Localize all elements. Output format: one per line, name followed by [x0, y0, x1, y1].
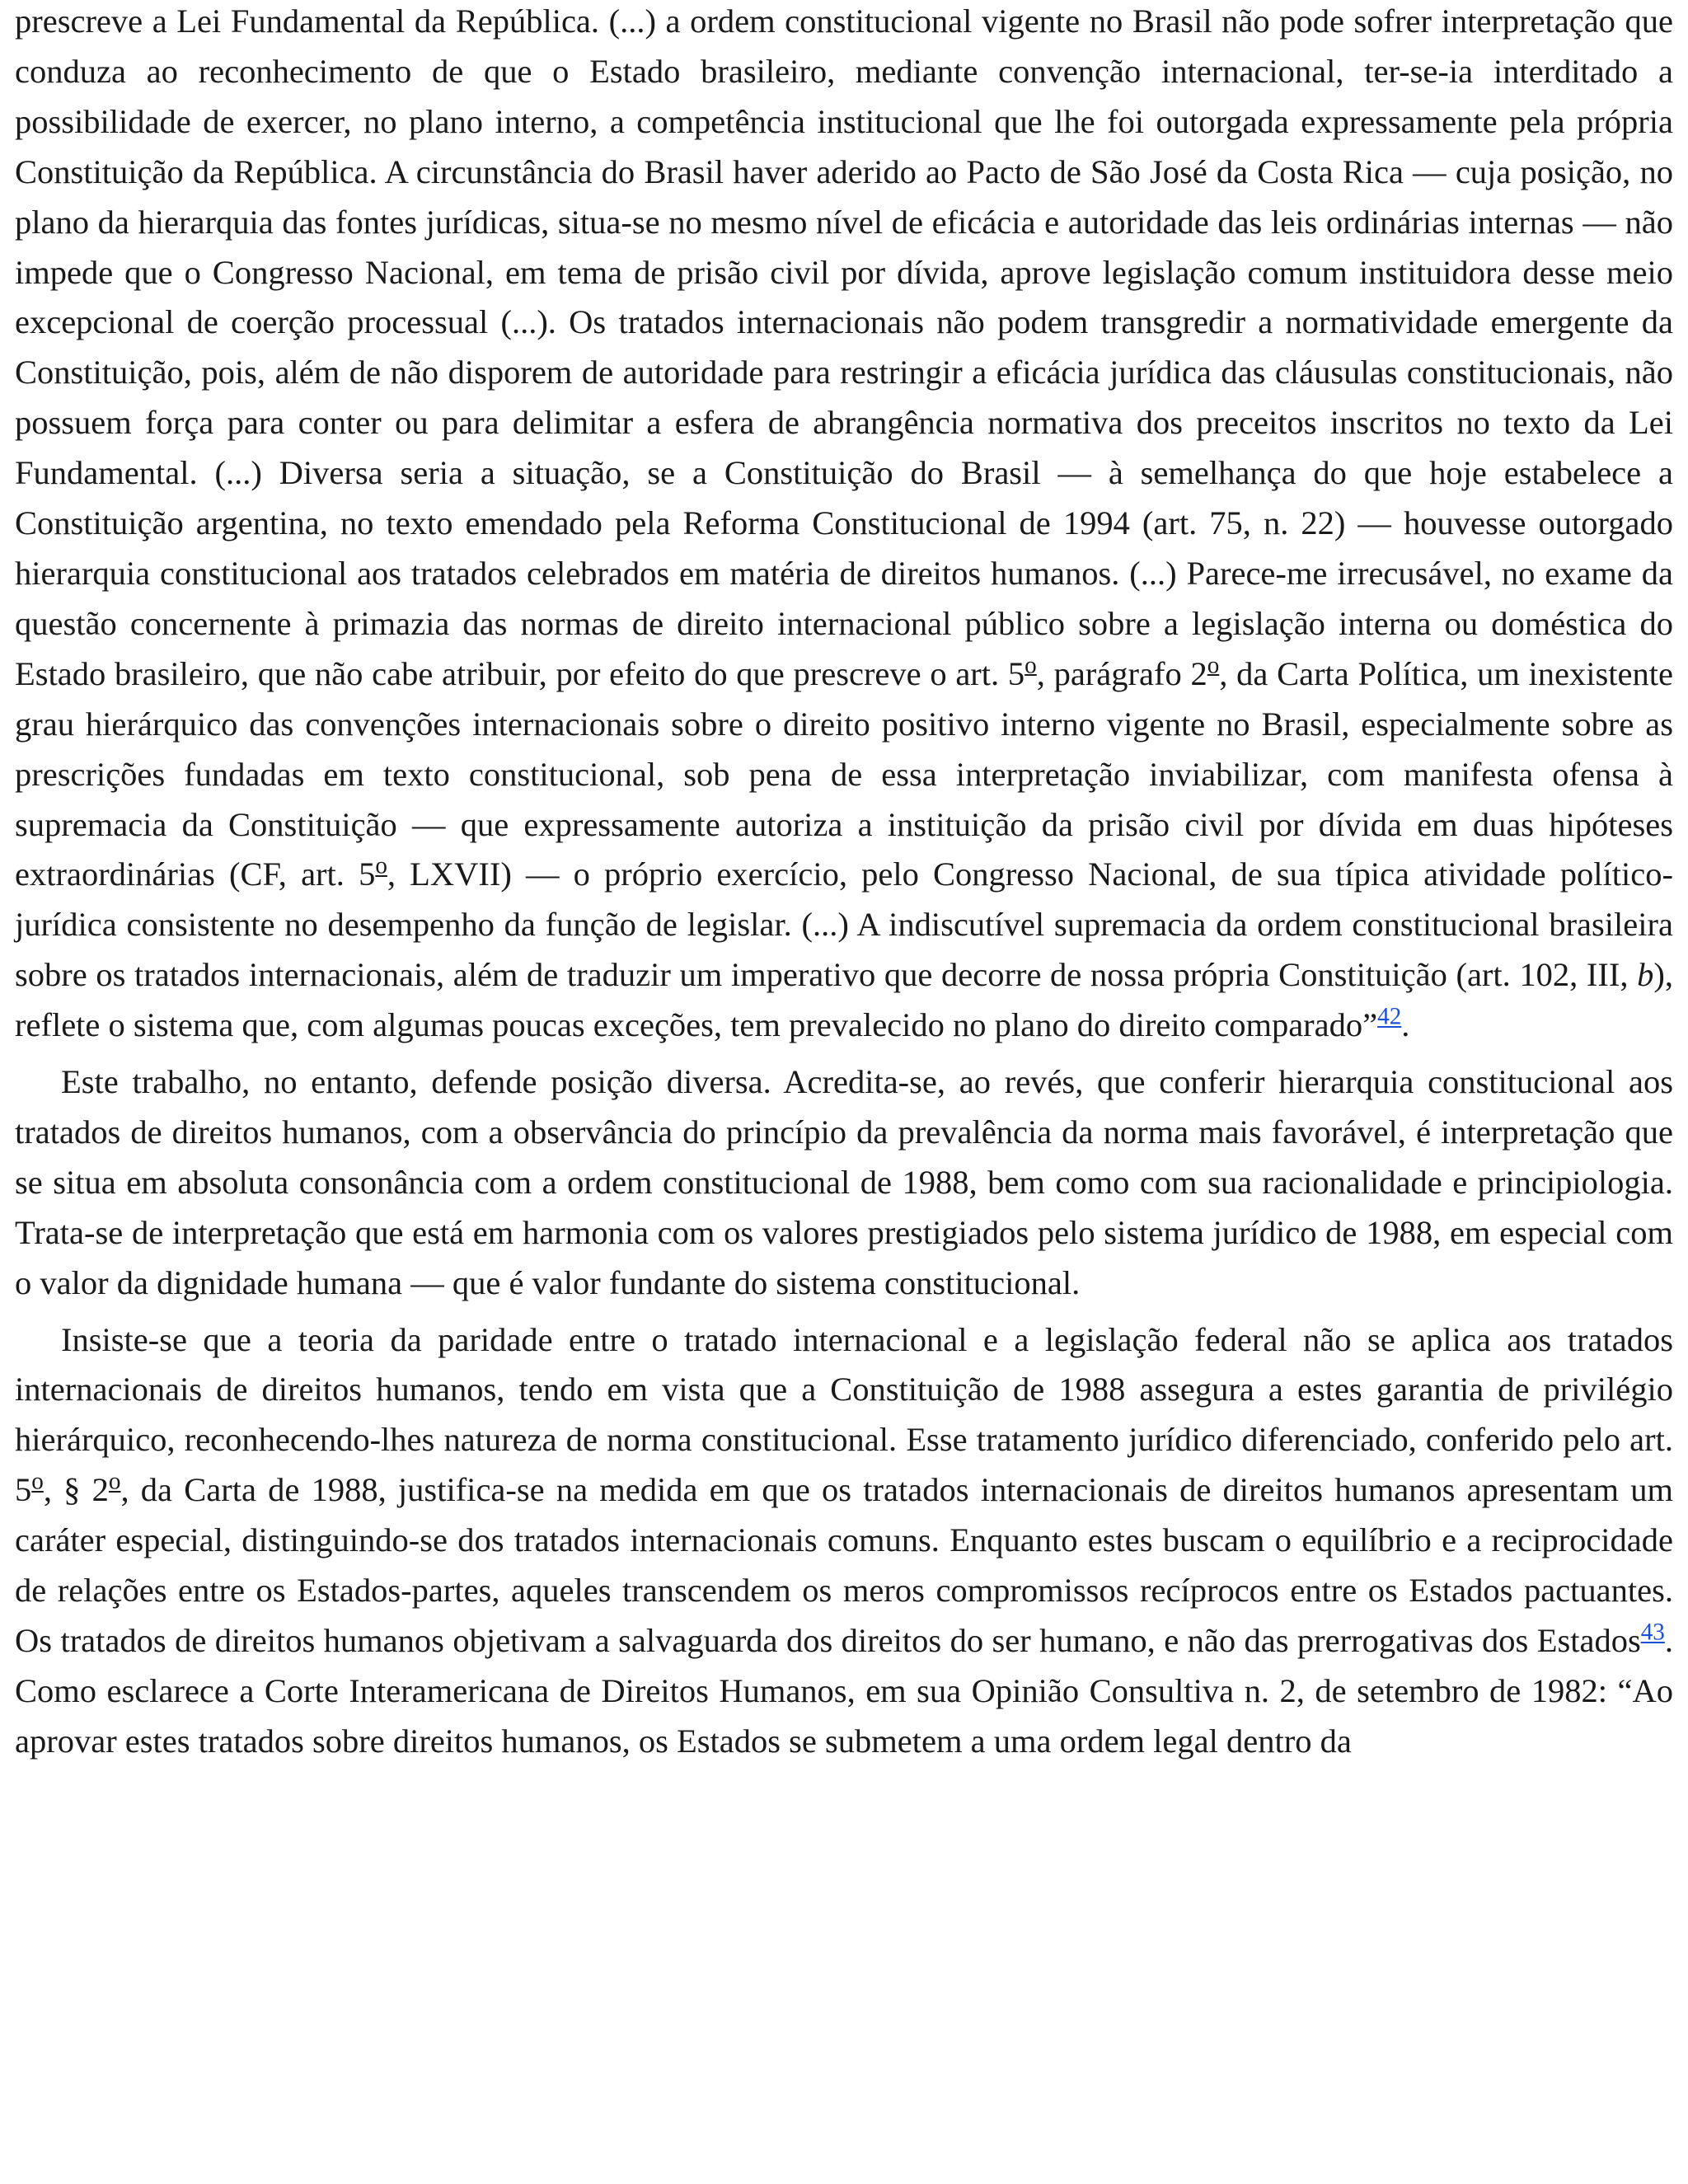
- text-run: Insiste-se que a teoria da paridade entre o tratado internacional e a legislação federal não se aplica aos tratados internacionais de direitos humanos, tendo em vista que a Constituição de 1988 assegura a estes garantia de privilégio hierárquico, reconhecendo-lhes natureza de norma constitucional. Esse tratamento jurídico diferenciado, conferido pelo art. 5: [15, 1320, 1673, 1509]
- text-run: Este trabalho, no entanto, defende posição diversa. Acredita-se, ao revés, que conferir hierarquia constitucional aos tratados de direitos humanos, com a observância do princípio da prevalência da norma mais favorável, é interpretação que se situa em absoluta consonância com a ordem constitucional de 1988, bem como com sua racionalidade e principiologia. Trata-se de interpretação que está em harmonia com os valores prestigiados pelo sistema jurídico de 1988, em especial com o valor da dignidade humana — que é valor fundante do sistema constitucional.: [15, 1063, 1673, 1301]
- text-run: , parágrafo 2: [1036, 654, 1207, 692]
- italic-text: b: [1637, 956, 1654, 994]
- ordinal-indicator: o: [375, 852, 387, 879]
- footnote-link-42[interactable]: 42: [1377, 1003, 1402, 1030]
- ordinal-indicator: o: [1207, 652, 1220, 679]
- document-page: [15, 0, 1673, 1767]
- text-run: , § 2: [43, 1471, 109, 1509]
- paragraph-quote-continuation: [15, 0, 1673, 1051]
- text-run: , da Carta de 1988, justifica-se na medida em que os tratados internacionais de direitos humanos apresentam um caráter especial, distinguindo-se dos tratados internacionais comuns. Enquanto estes buscam o equilíbrio e a reciprocidade de relações entre os Estados-partes, aqueles transcendem os meros compromissos recíprocos entre os Estados pactuantes. Os tratados de direitos humanos objetivam a salvaguarda dos direitos do ser humano, e não das prerrogativas dos Estados: [15, 1471, 1674, 1659]
- paragraph-author-position: [15, 1057, 1673, 1309]
- text-run: , da Carta Política, um inexistente grau hierárquico das convenções internacionais sobre o direito positivo interno vigente no Brasil, especialmente sobre as prescrições fundadas em texto constitucional, sob pena de essa interpretação inviabilizar, com manifesta ofensa à supremacia da Constituição — que expressamente autoriza a instituição da prisão civil por dívida em duas hipóteses extraordinárias (CF, art. 5: [15, 654, 1674, 893]
- text-run: , LXVII) — o próprio exercício, pelo Congresso Nacional, de sua típica atividade político-jurídica consistente no desempenho da função de legislar. (...) A indiscutível supremacia da ordem constitucional brasileira sobre os tratados internacionais, além de traduzir um imperativo que decorre de nossa própria Constituição (art. 102, III,: [15, 855, 1673, 994]
- text-run: .: [1401, 1006, 1410, 1044]
- text-run: ), reflete o sistema que, com algumas poucas exceções, tem prevalecido no plano do direito comparado”: [15, 956, 1673, 1044]
- text-run: . Como esclarece a Corte Interamericana de Direitos Humanos, em sua Opinião Consultiva n. 2, de setembro de 1982: “Ao aprovar estes tratados sobre direitos humanos, os Estados se submetem a uma ordem legal dentro da: [15, 1622, 1673, 1760]
- footnote-link-43[interactable]: 43: [1640, 1619, 1665, 1646]
- text-run: prescreve a Lei Fundamental da República. (...) a ordem constitucional vigente no Brasil não pode sofrer interpretação que conduza ao reconhecimento de que o Estado brasileiro, mediante convenção internacional, ter-se-ia interditado a possibilidade de exercer, no plano interno, a competência institucional que lhe foi outorgada expressamente pela própria Constituição da República. A circunstância do Brasil haver aderido ao Pacto de São José da Costa Rica — cuja posição, no plano da hierarquia das fontes jurídicas, situa-se no mesmo nível de eficácia e autoridade das leis ordinárias internas — não impede que o Congresso Nacional, em tema de prisão civil por dívida, aprove legislação comum instituidora desse meio excepcional de coerção processual (...). Os tratados internacionais não podem transgredir a normatividade emergente da Constituição, pois, além de não disporem de autoridade para restringir a eficácia jurídica das cláusulas constitucionais, não possuem força para conter ou para delimitar a esfera de abrangência normativa dos preceitos inscritos no texto da Lei Fundamental. (...) Diversa seria a situação, se a Constituição do Brasil — à semelhança do que hoje estabelece a Constituição argentina, no texto emendado pela Reforma Constitucional de 1994 (art. 75, n. 22) — houvesse outorgado hierarquia constitucional aos tratados celebrados em matéria de direitos humanos. (...) Parece-me irrecusável, no exame da questão concernente à primazia das normas de direito internacional público sobre a legislação interna ou doméstica do Estado brasileiro, que não cabe atribuir, por efeito do que prescreve o art. 5: [15, 2, 1673, 692]
- ordinal-indicator: o: [108, 1468, 121, 1495]
- ordinal-indicator: o: [1025, 652, 1037, 679]
- paragraph-parity-theory: [15, 1315, 1673, 1767]
- ordinal-indicator: o: [31, 1468, 44, 1495]
